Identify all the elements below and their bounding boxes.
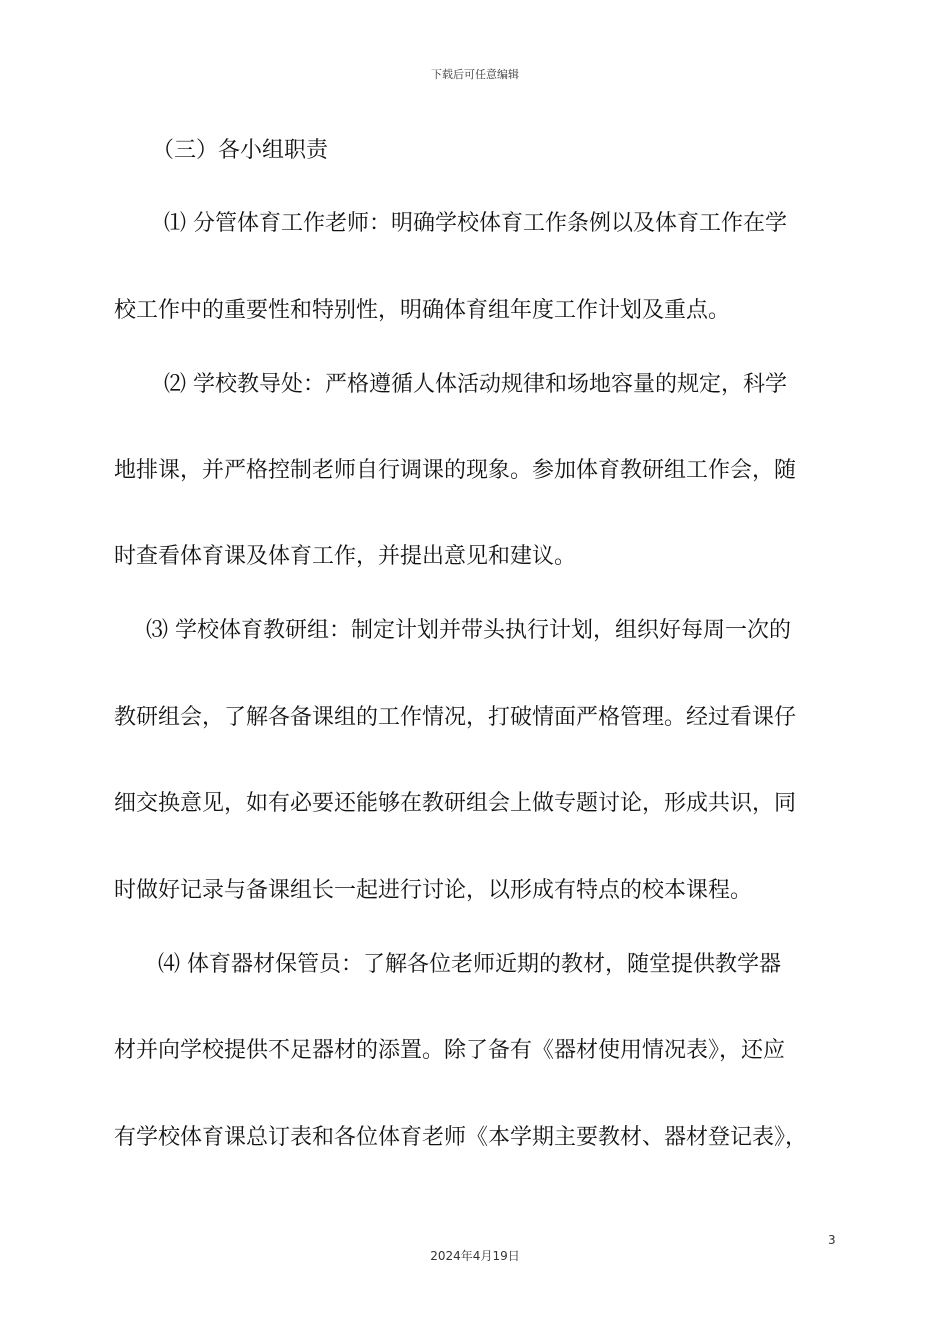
section-heading: （三）各小组职责: [152, 138, 329, 163]
page-number: 3: [828, 1233, 836, 1247]
paragraph-line: 教研组会，了解各备课组的工作情况，打破情面严格管理。经过看课仔: [114, 705, 797, 730]
paragraph-line: 校工作中的重要性和特别性，明确体育组年度工作计划及重点。: [114, 298, 731, 323]
paragraph-line: ⑷ 体育器材保管员：了解各位老师近期的教材，随堂提供教学器: [158, 952, 781, 977]
paragraph-line: 细交换意见，如有必要还能够在教研组会上做专题讨论，形成共识，同: [114, 791, 797, 816]
paragraph-line: 时做好记录与备课组长一起进行讨论，以形成有特点的校本课程。: [114, 878, 753, 903]
paragraph-line: 时查看体育课及体育工作，并提出意见和建议。: [114, 544, 577, 569]
footer-date: 2024年4月19日: [430, 1249, 520, 1263]
page-header-note: 下载后可任意编辑: [431, 68, 519, 81]
paragraph-line: ⑵ 学校教导处：严格遵循人体活动规律和场地容量的规定，科学: [164, 372, 787, 397]
paragraph-line: ⑴ 分管体育工作老师：明确学校体育工作条例以及体育工作在学: [164, 211, 787, 236]
paragraph-line: 材并向学校提供不足器材的添置。除了备有《器材使用情况表》，还应: [114, 1038, 786, 1063]
paragraph-line: 有学校体育课总订表和各位体育老师《本学期主要教材、器材登记表》，: [114, 1125, 808, 1150]
paragraph-line: ⑶ 学校体育教研组：制定计划并带头执行计划，组织好每周一次的: [146, 618, 791, 643]
paragraph-line: 地排课，并严格控制老师自行调课的现象。参加体育教研组工作会，随: [114, 458, 797, 483]
